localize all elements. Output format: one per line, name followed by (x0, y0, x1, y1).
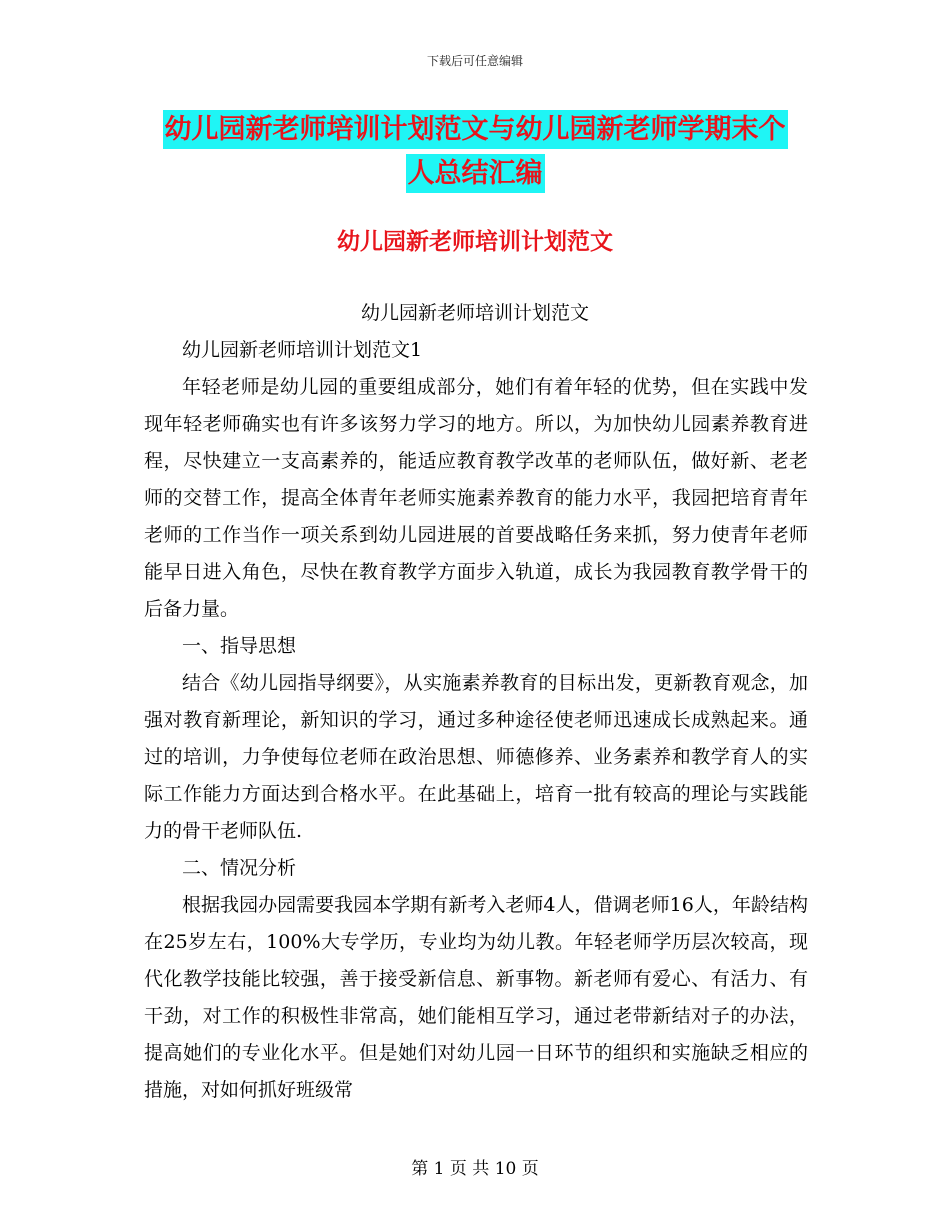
paragraph: 年轻老师是幼儿园的重要组成部分，她们有着年轻的优势，但在实践中发现年轻老师确实也有许多该努力学习的地方。所以，为加快幼儿园素养教育进程，尽快建立一支高素养的，能适应教育教学改革的老师队伍，做好新、老老师的交替工作，提高全体青年老师实施素养教育的能力水平，我园把培育青年老师的工作当作一项关系到幼儿园进展的首要战略任务来抓，努力使青年老师能早日进入角色，尽快在教育教学方面步入轨道，成长为我园教育教学骨干的后备力量。 (144, 376, 808, 620)
document-title-line-2 (0, 160, 950, 187)
paragraph-heading: 一、指导思想 (182, 635, 297, 657)
paragraph: 根据我园办园需要我园本学期有新考入老师4人，借调老师16人，年龄结构在25岁左右，100%大专学历，专业均为幼儿教。年轻老师学历层次较高，现代化教学技能比较强，善于接受新信息、新事物。新老师有爱心、有活力、有干劲，对工作的积极性非常高，她们能相互学习，通过老带新结对子的办法，提高她们的专业化水平。但是她们对幼儿园一日环节的组织和实施缺乏相应的措施，对如何抓好班级常 (144, 894, 808, 1101)
document-title-text-1: 幼儿园新老师培训计划范文与幼儿园新老师学期末个 (163, 110, 788, 149)
subtitle: 幼儿园新老师培训计划范文 (360, 302, 589, 324)
paragraph: 结合《幼儿园指导纲要》，从实施素养教育的目标出发，更新教育观念，加强对教育新理论，新知识的学习，通过多种途径使老师迅速成长成熟起来。通过的培训，力争使每位老师在政治思想、师德修养、业务素养和教学育人的实际工作能力方面达到合格水平。在此基础上，培育一批有较高的理论与实践能力的骨干老师队伍. (144, 672, 808, 842)
document-title-text-2: 人总结汇编 (406, 154, 545, 193)
section-title: 幼儿园新老师培训计划范文 (337, 228, 613, 255)
paragraph-heading: 幼儿园新老师培训计划范文1 (182, 339, 423, 361)
document-title-line-1 (0, 116, 950, 143)
document-body (144, 332, 808, 1109)
page-footer: 第 1 页 共 10 页 (411, 1159, 539, 1179)
paragraph-heading: 二、情况分析 (182, 857, 297, 879)
header-note: 下载后可任意编辑 (426, 54, 523, 68)
